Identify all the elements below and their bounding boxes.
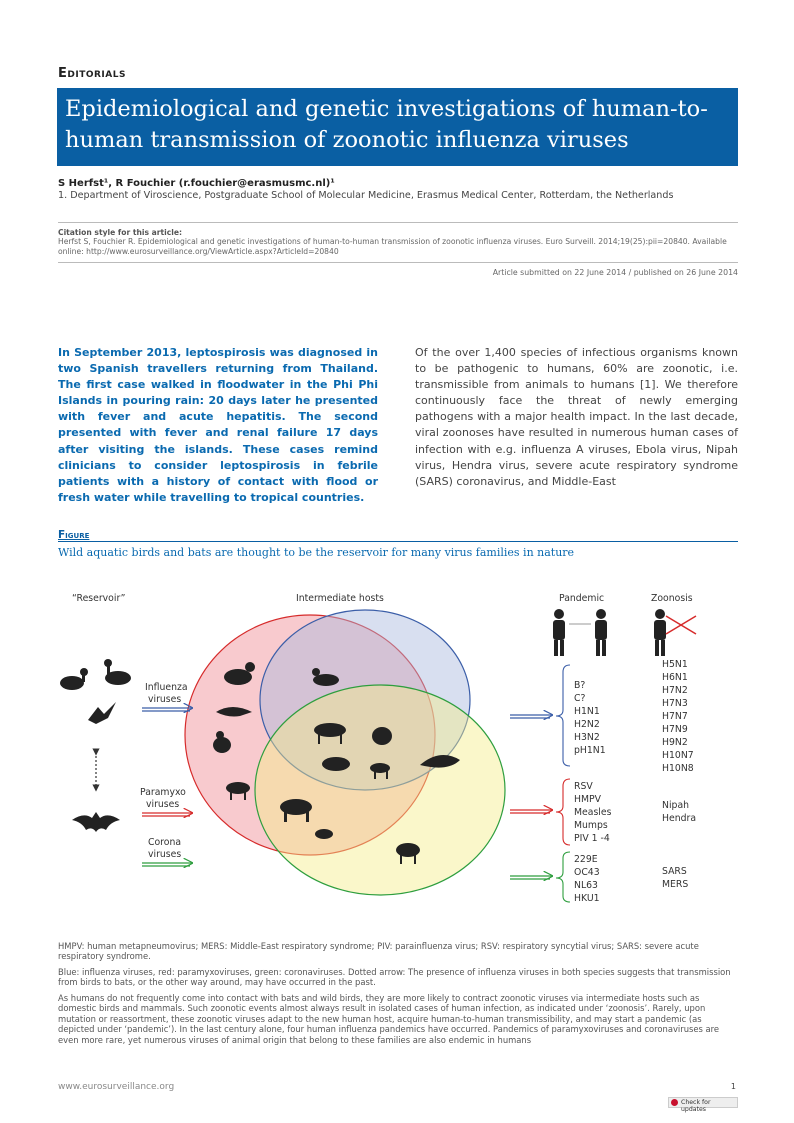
list-item: H3N2: [574, 732, 600, 743]
page-number: 1: [730, 1082, 736, 1091]
list-item: H10N8: [662, 763, 694, 774]
list-item: H9N2: [662, 737, 688, 748]
list-item: Mumps: [574, 820, 608, 831]
paramyxo-label-2: viruses: [146, 799, 180, 810]
col-reservoir: “Reservoir”: [72, 593, 126, 604]
list-item: Hendra: [662, 813, 697, 824]
list-item: PIV 1 -4: [574, 833, 610, 844]
list-item: H7N3: [662, 698, 688, 709]
list-item: H7N9: [662, 724, 688, 735]
list-item: B?: [574, 680, 586, 691]
list-item: C?: [574, 693, 586, 704]
affiliation: 1. Department of Viroscience, Postgraduate School of Molecular Medicine, Erasmus Medical Center, Rotterdam, the Netherlands: [58, 190, 674, 201]
paramyxo-brace: [556, 779, 570, 845]
figure-note-abbreviations: HMPV: human metapneumovirus; MERS: Middle-East respiratory syndrome; PIV: parainfluenza virus; RSV: respiratory syncytial virus; SARS: severe acute respiratory syndrome.: [58, 941, 699, 962]
col-pandemic: Pandemic: [559, 593, 605, 604]
list-item: H7N2: [662, 685, 688, 696]
list-item: pH1N1: [574, 745, 606, 756]
list-item: H5N1: [662, 659, 688, 670]
citation-heading: Citation style for this article:: [58, 228, 183, 237]
section-label: Editorials: [58, 66, 126, 81]
corona-zoonosis-list: [662, 866, 688, 890]
figure-note-explanation: As humans do not frequently come into contact with bats and wild birds, they are more likely to contract zoonotic viruses via intermediate hosts such as domestic birds and mammals. Such zoonotic events almost always result in isolated cases of human infection, as indicated under ‘zoonosis’. Rarely, upon mutation or reassortment, these zoonotic viruses adapt to the new human host, acquire human-to-human transmissibility, and may start a pandemic (as depicted under ‘pandemic’). In the last century alone, four human influenza pandemics have occurred. Pandemics of paramyxoviruses and coronaviruses are even more rare, yet numerous viruses of animal origin that belong to these families are also endemic in humans: [58, 993, 720, 1045]
list-item: Measles: [574, 807, 612, 818]
figure-label: Figure: [58, 529, 90, 541]
list-item: SARS: [662, 866, 687, 877]
list-item: H10N7: [662, 750, 694, 761]
list-item: OC43: [574, 867, 600, 878]
list-item: H2N2: [574, 719, 600, 730]
paramyxo-pandemic-list: [574, 781, 612, 844]
list-item: MERS: [662, 879, 689, 890]
footer-url[interactable]: www.eurosurveillance.org: [58, 1082, 175, 1092]
check-updates-button[interactable]: Check for updates: [668, 1097, 738, 1108]
authors: S Herfst¹, R Fouchier (r.fouchier@erasmusmc.nl)¹: [58, 178, 335, 189]
list-item: H7N7: [662, 711, 688, 722]
bat-silhouette: [72, 812, 120, 832]
divider: [58, 262, 738, 263]
col-zoonosis: Zoonosis: [651, 593, 693, 604]
abstract: In September 2013, leptospirosis was diagnosed in two Spanish travellers returning from Thailand. The first case walked in floodwater in the Phi Phi Islands in pouring rain: 20 days later he presented with fever and acute hepatitis. The second presented with fever and renal failure 17 days after visiting the islands. These cases remind clinicians to consider leptospirosis in febrile patients with a history of contact with flood or fresh water while travelling to tropical countries.: [58, 346, 378, 504]
crossmark-icon: [671, 1099, 678, 1106]
figure-caption: Wild aquatic birds and bats are thought to be the reservoir for many virus families in nature: [58, 546, 575, 559]
corona-pandemic-list: [574, 854, 600, 904]
figure-diagram: [0, 580, 794, 910]
list-item: H6N1: [662, 672, 688, 683]
article-title: Epidemiological and genetic investigations of human-to-human transmission of zoonotic influenza viruses: [57, 88, 738, 166]
list-item: 229E: [574, 854, 598, 865]
influenza-brace: [556, 665, 570, 766]
corona-label-2: viruses: [148, 849, 182, 860]
influenza-label-2: viruses: [148, 694, 182, 705]
figure-note-colors: Blue: influenza viruses, red: paramyxoviruses, green: coronaviruses. Dotted arrow: The presence of influenza viruses in both species suggests that transmission from birds to bats, or the other way around, may have occurred in the past.: [58, 967, 731, 988]
divider: [58, 222, 738, 223]
intro-paragraph: Of the over 1,400 species of infectious organisms known to be pathogenic to humans, 60% are zoonotic, i.e. transmissible from animals to humans [1]. We therefore continuously face the threat of newly emerging pathogens with a major health impact. In the last decade, viral zoonoses have resulted in numerous human cases of infection with e.g. influenza A viruses, Ebola virus, Nipah virus, Hendra virus, severe acute respiratory syndrome (SARS) coronavirus, and Middle-East: [415, 346, 738, 488]
corona-circle: [255, 685, 505, 895]
col-intermediate-hosts: Intermediate hosts: [296, 593, 384, 604]
list-item: Nipah: [662, 800, 690, 811]
citation-text: Herfst S, Fouchier R. Epidemiological and genetic investigations of human-to-human transmission of zoonotic influenza viruses. Euro Surveill. 2014;19(25):pii=20840. Available online: http://www.eurosurveillance.org/ViewArticle.aspx?ArticleId=20840: [58, 237, 727, 256]
list-item: HMPV: [574, 794, 601, 805]
list-item: H1N1: [574, 706, 600, 717]
influenza-pandemic-list: [574, 680, 606, 756]
corona-brace: [556, 852, 570, 902]
list-item: NL63: [574, 880, 598, 891]
list-item: HKU1: [574, 893, 600, 904]
influenza-label-1: Influenza: [145, 682, 188, 693]
article-dates: Article submitted on 22 June 2014 / published on 26 June 2014: [492, 268, 738, 277]
human-figures: [553, 609, 666, 656]
figure-rule: [58, 541, 738, 542]
paramyxo-label-1: Paramyxo: [140, 787, 186, 798]
list-item: RSV: [574, 781, 593, 792]
corona-label-1: Corona: [148, 837, 182, 848]
influenza-zoonosis-list: [662, 659, 694, 774]
bird-silhouettes: [60, 659, 131, 724]
paramyxo-zoonosis-list: [662, 800, 696, 824]
